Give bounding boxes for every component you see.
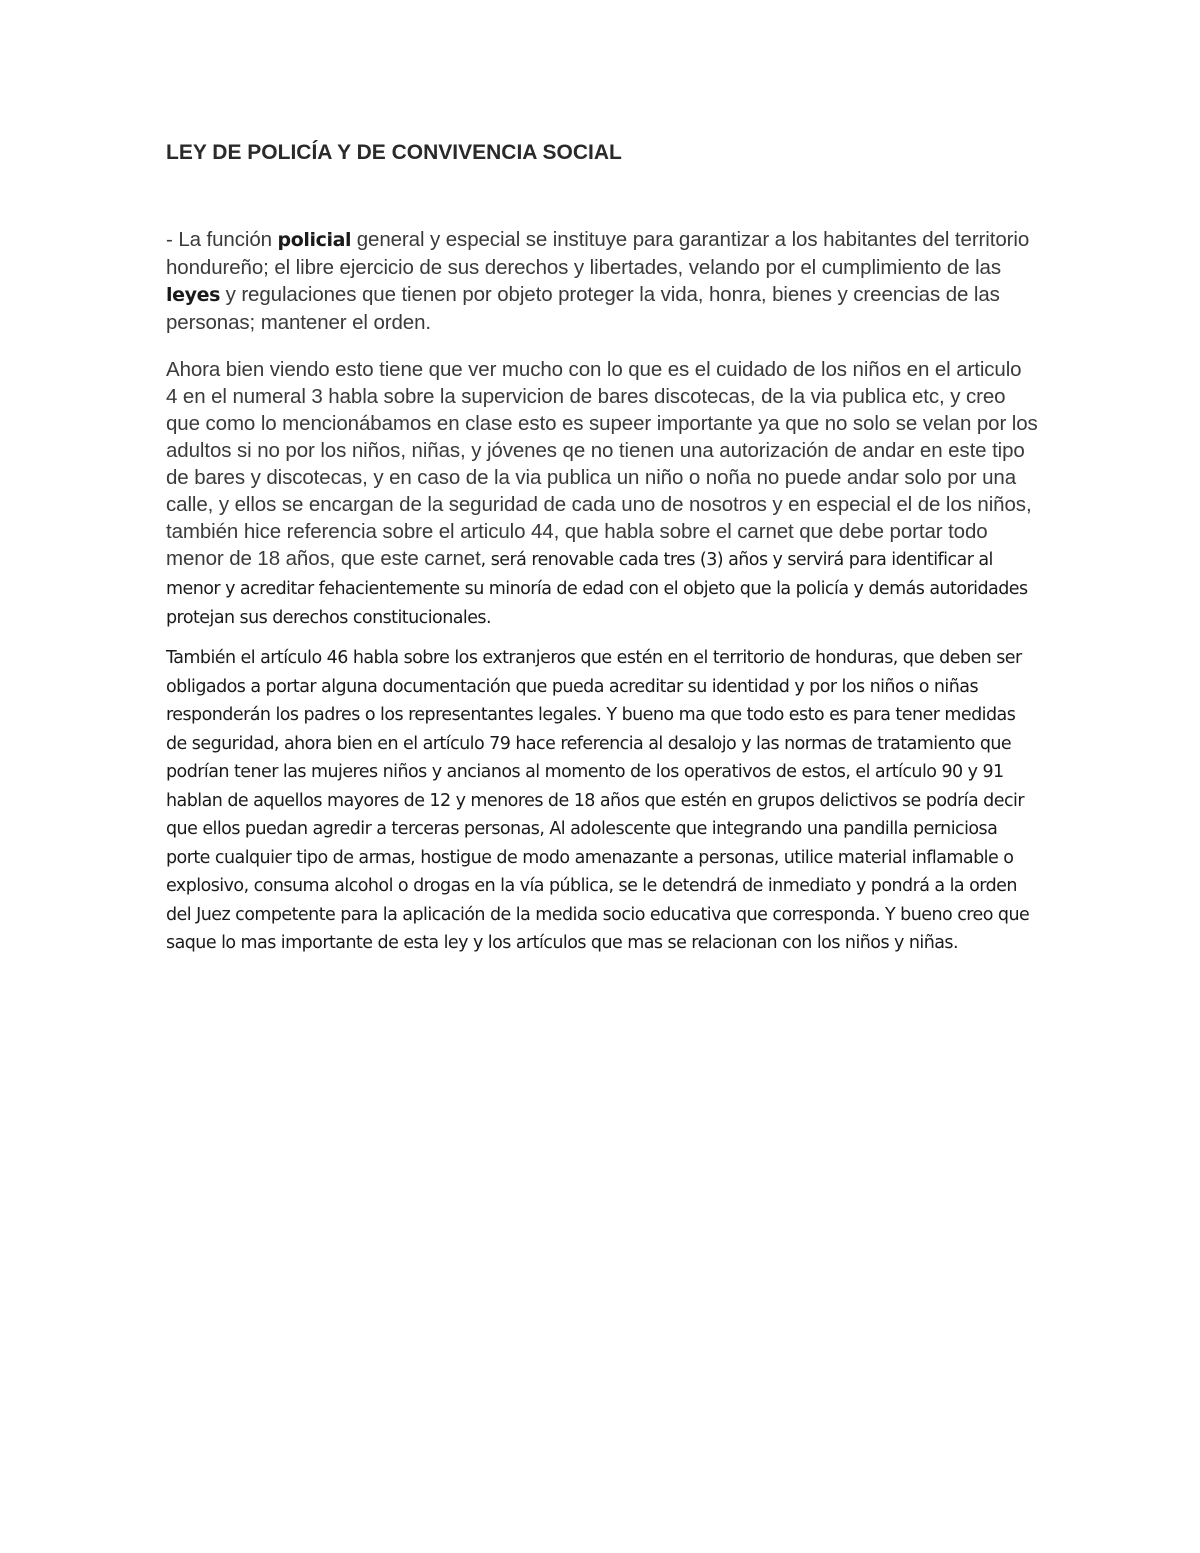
paragraph2-text-a: Ahora bien viendo esto tiene que ver mucho con lo que es el cuidado de los niños en el articulo 4 en el numeral 3 habla sobre la supervicion de bares discotecas, de la via publica etc, y creo que como lo mencionábamos en clase esto es supeer importante ya que no solo se velan por los adultos si no por los niños, niñas, y jóvenes qe no tienen una autorización de andar en este tipo de bares y discotecas, y en caso de la via publica un niño o noña no puede andar solo por una calle, y ellos se encargan de la seguridad de cada uno de nosotros y en especial el de los niños, también hice referencia sobre el articulo 44, que habla sobre el carnet que debe portar todo menor de 18 años, que este carnet	[166, 358, 1038, 570]
paragraph-children-care	[166, 356, 1038, 632]
paragraph1-text-a: - La función	[166, 228, 278, 251]
paragraph1-text-c: y regulaciones que tienen por objeto proteger la vida, honra, bienes y creencias de las personas; mantener el orden.	[166, 283, 1000, 334]
paragraph-policia-function	[166, 226, 1038, 336]
bold-term-leyes: leyes	[166, 284, 220, 306]
paragraph2-text-b: , será renovable cada tres (3) años y servirá para identificar al menor y acreditar fehacientemente su minoría de edad con el objeto que la policía y demás autoridades protejan sus derechos constitucionales.	[166, 550, 1028, 628]
document-title: LEY DE POLICÍA Y DE CONVIVENCIA SOCIAL	[166, 141, 622, 164]
document-body	[166, 140, 1038, 958]
paragraph1-text-b: general y especial se instituye para garantizar a los habitantes del territorio hondureño; el libre ejercicio de sus derechos y libertades, velando por el cumplimiento de las	[166, 228, 1030, 279]
bold-term-policial: policial	[277, 229, 352, 251]
paragraph-articles: También el artículo 46 habla sobre los extranjeros que estén en el territorio de honduras, que deben ser obligados a portar alguna documentación que pueda acreditar su identidad y por los niños o niñas responderán los padres o los representantes legales. Y bueno ma que todo esto es para tener medidas de seguridad, ahora bien en el artículo 79 hace referencia al desalojo y las normas de tratamiento que podrían tener las mujeres niños y ancianos al momento de los operativos de estos, el artículo 90 y 91 hablan de aquellos mayores de 12 y menores de 18 años que estén en grupos delictivos se podría decir que ellos puedan agredir a terceras personas, Al adolescente que integrando una pandilla perniciosa porte cualquier tipo de armas, hostigue de modo amenazante a personas, utilice material inflamable o explosivo, consuma alcohol o drogas en la vía pública, se le detendrá de inmediato y pondrá a la orden del Juez competente para la aplicación de la medida socio educativa que corresponda. Y bueno creo que saque lo mas importante de esta ley y los artículos que mas se relacionan con los niños y niñas.	[166, 648, 1030, 953]
